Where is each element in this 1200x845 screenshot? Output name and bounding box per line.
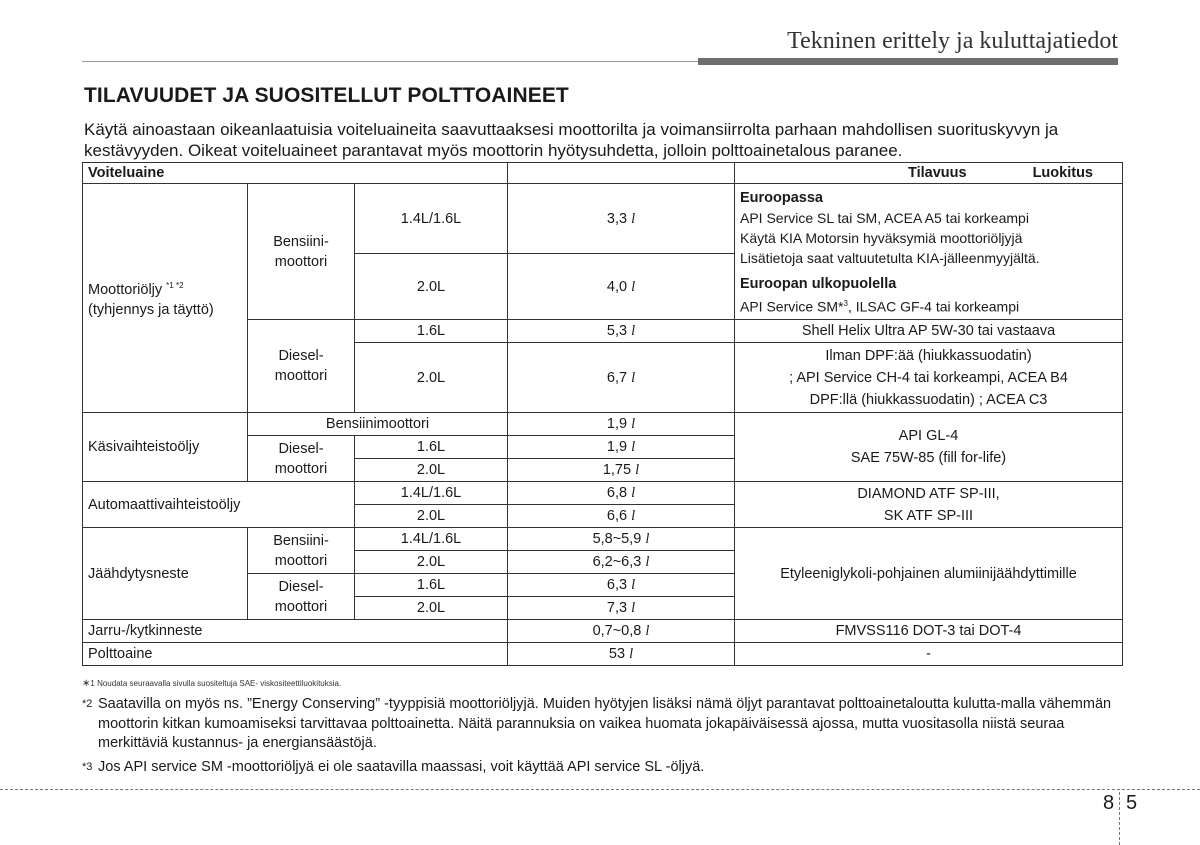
- table-row: [83, 482, 1123, 505]
- capacity-cell: 6,7 l: [508, 343, 735, 413]
- capacity-cell: 53 l: [508, 643, 735, 666]
- capacity-cell: 4,0 l: [508, 254, 735, 320]
- footnote-3: *3 Jos API service SM -moottoriöljyä ei ole saatavilla maassasi, voit käyttää API service SL -öljyä.: [82, 758, 705, 775]
- capacity-cell: 6,3 l: [508, 574, 735, 597]
- engine-type-petrol: Bensiini- moottori: [248, 528, 355, 574]
- coolant-label: Jäähdytysneste: [83, 528, 248, 620]
- engine-size: 2.0L: [355, 459, 508, 482]
- capacity-cell: 3,3 l: [508, 184, 735, 254]
- footnotes: [82, 678, 1122, 777]
- engine-oil-label: Moottoriöljy $^{*1 *2}$ (tyhjennys ja täyttö): [83, 184, 248, 413]
- engine-type-petrol: Bensiini- moottori: [248, 184, 355, 320]
- page-number-divider: [1119, 792, 1120, 845]
- engine-size: 1.6L: [355, 574, 508, 597]
- capacity-cell: 5,8~5,9 l: [508, 528, 735, 551]
- capacity-cell: 6,2~6,3 l: [508, 551, 735, 574]
- page-section-number: 8: [1103, 792, 1115, 814]
- table-row: [83, 528, 1123, 551]
- manual-oil-label: Käsivaihteistoöljy: [83, 413, 248, 482]
- capacity-cell: 6,8 l: [508, 482, 735, 505]
- engine-type-diesel: Diesel- moottori: [248, 436, 355, 482]
- classification-cell: Shell Helix Ultra AP 5W-30 tai vastaava: [735, 320, 1123, 343]
- table-header-row: [83, 163, 1123, 184]
- table-row: [83, 413, 1123, 436]
- footer-rule: [0, 789, 1200, 790]
- table-row: [83, 620, 1123, 643]
- classification-cell: Ilman DPF:ää (hiukkassuodatin) ; API Service CH-4 tai korkeampi, ACEA B4 DPF:llä (hiukkassuodatin) ; ACEA C3: [735, 343, 1123, 413]
- engine-type-diesel: Diesel- moottori: [248, 574, 355, 620]
- brake-fluid-label: Jarru-/kytkinneste: [83, 620, 508, 643]
- capacity-cell: 1,9 l: [508, 436, 735, 459]
- auto-oil-label: Automaattivaihteistoöljy: [83, 482, 355, 528]
- engine-size: 2.0L: [355, 254, 508, 320]
- classification-cell: FMVSS116 DOT-3 tai DOT-4: [735, 620, 1123, 643]
- engine-oil-classification: Euroopassa API Service SL tai SM, ACEA A5 tai korkeampi Käytä KIA Motorsin hyväksymiä moottoriöljyjä Lisätietoja saat valtuutetulta KIA-jälleenmyyjältä. Euroopan ulkopuolella API Service SM*$^3$, ILSAC GF-4 tai korkeampi: [735, 184, 1123, 320]
- classification-cell: Etyleeniglykoli-pohjainen alumiinijäähdyttimille: [735, 528, 1123, 620]
- intro-paragraph: Käytä ainoastaan oikeanlaatuisia voiteluaineita saavuttaaksesi moottorilta ja voimansiirrolta parhaan mahdollisen suorituskyvyn ja kestävyyden. Oikeat voiteluaineet parantavat myös moottorin hyötysuhdetta, jolloin polttoainetalous paranee.: [84, 120, 1059, 160]
- table-row: [83, 643, 1123, 666]
- section-header-title: Tekninen erittely ja kuluttajatiedot: [787, 28, 1118, 54]
- header-cap-class: [735, 163, 1123, 184]
- classification-cell: DIAMOND ATF SP-III, SK ATF SP-III: [735, 482, 1123, 528]
- fuel-label: Polttoaine: [83, 643, 508, 666]
- engine-size: 1.4L/1.6L: [355, 482, 508, 505]
- page-title: TILAVUUDET JA SUOSITELLUT POLTTOAINEET: [84, 84, 569, 107]
- header-empty: [508, 163, 735, 184]
- capacity-cell: 5,3 l: [508, 320, 735, 343]
- footnote-1: ∗1 Noudata seuraavalla sivulla suositeltuja SAE- viskositeettiluokituksia.: [82, 678, 342, 689]
- engine-type-petrol: Bensiinimoottori: [248, 413, 508, 436]
- capacity-cell: 1,9 l: [508, 413, 735, 436]
- classification-cell: -: [735, 643, 1123, 666]
- engine-size: 2.0L: [355, 551, 508, 574]
- engine-size: 1.4L/1.6L: [355, 528, 508, 551]
- page-number: 5: [1126, 792, 1138, 814]
- classification-cell: API GL-4 SAE 75W-85 (fill for-life): [735, 413, 1123, 482]
- engine-type-diesel: Diesel- moottori: [248, 320, 355, 413]
- header-capacity: Tilavuus: [908, 165, 967, 181]
- header-classification: Luokitus: [1032, 165, 1093, 181]
- footnote-2: *2 Saatavilla on myös ns. ”Energy Conserving” -tyyppisiä moottoriöljyjä. Muiden hyötyjen lisäksi nämä öljyt parantavat polttoainetaloutta kulutta-malla vähemmän moottorin kitkan kumoamiseksi tarvittavaa polttoainetta. Näitä parannuksia on vaikea huomata jokapäiväisessä ajossa, mutta vuositasolla niistä seuraa merkittäviä kustannus- ja energiansäästöjä.: [82, 696, 1112, 751]
- capacity-cell: 7,3 l: [508, 597, 735, 620]
- header-bar: [698, 58, 1118, 65]
- capacity-cell: 1,75 l: [508, 459, 735, 482]
- capacities-table: [82, 162, 1123, 666]
- engine-size: 2.0L: [355, 343, 508, 413]
- table-row: [83, 184, 1123, 254]
- engine-size: 2.0L: [355, 505, 508, 528]
- engine-size: 1.6L: [355, 320, 508, 343]
- engine-size: 2.0L: [355, 597, 508, 620]
- engine-size: 1.4L/1.6L: [355, 184, 508, 254]
- capacity-cell: 0,7~0,8 l: [508, 620, 735, 643]
- capacity-cell: 6,6 l: [508, 505, 735, 528]
- engine-size: 1.6L: [355, 436, 508, 459]
- header-lubricant: Voiteluaine: [83, 163, 508, 184]
